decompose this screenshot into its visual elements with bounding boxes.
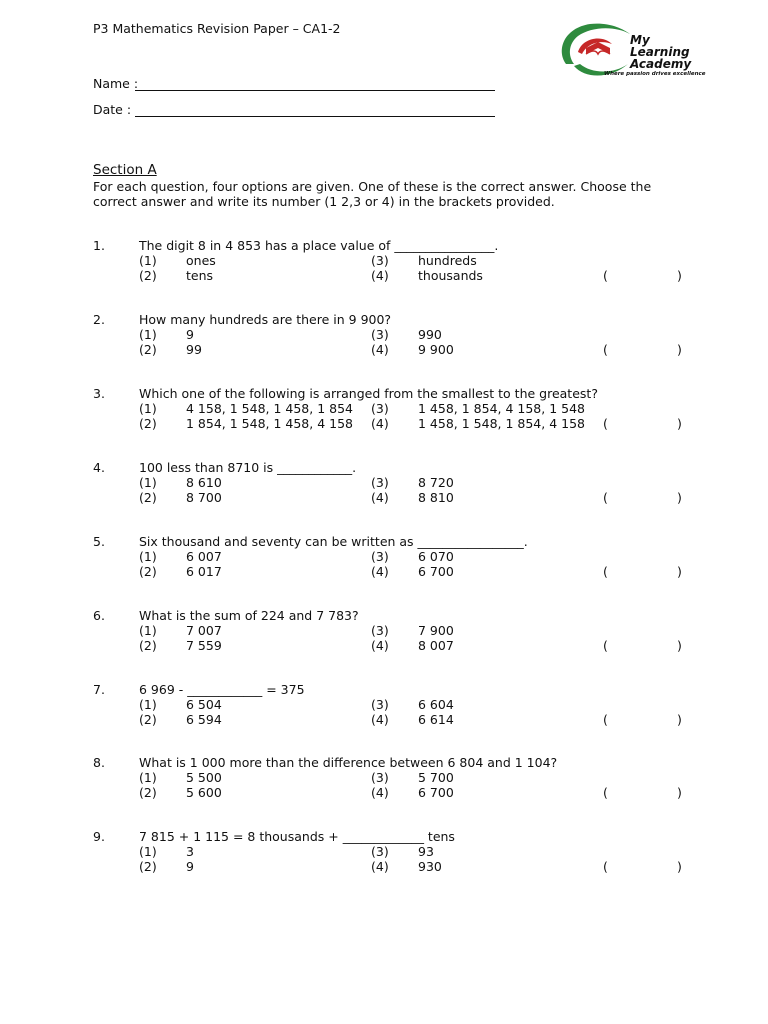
- option-1-value: 3: [186, 844, 194, 859]
- option-3-value: 1 458, 1 854, 4 158, 1 548: [418, 401, 585, 416]
- section-instructions: For each question, four options are given. One of these is the correct answer. Choose the correct answer and write its number (1 2,3 or 4) in the brackets provided.: [93, 179, 652, 209]
- option-1-label: (1): [139, 549, 157, 564]
- option-3-label: (3): [371, 475, 389, 490]
- question-number: 4.: [93, 460, 105, 475]
- question-number: 3.: [93, 386, 105, 401]
- logo-text-academy: Academy: [630, 57, 692, 71]
- option-3-label: (3): [371, 401, 389, 416]
- question-1: [0, 238, 768, 298]
- answer-bracket-open[interactable]: (: [603, 490, 608, 505]
- question-number: 7.: [93, 682, 105, 697]
- question-number: 1.: [93, 238, 105, 253]
- option-1-value: 6 504: [186, 697, 222, 712]
- option-3-label: (3): [371, 253, 389, 268]
- option-1-label: (1): [139, 401, 157, 416]
- option-4-value: 6 614: [418, 712, 454, 727]
- option-2-label: (2): [139, 785, 157, 800]
- answer-bracket-open[interactable]: (: [603, 859, 608, 874]
- option-2-value: tens: [186, 268, 214, 283]
- option-2-label: (2): [139, 490, 157, 505]
- option-3-label: (3): [371, 623, 389, 638]
- answer-bracket-close[interactable]: ): [677, 342, 682, 357]
- question-3: [0, 386, 768, 446]
- question-number: 5.: [93, 534, 105, 549]
- option-1-label: (1): [139, 475, 157, 490]
- question-5: [0, 534, 768, 594]
- answer-bracket-close[interactable]: ): [677, 564, 682, 579]
- option-3-value: 5 700: [418, 770, 454, 785]
- question-text: Six thousand and seventy can be written as _________________.: [139, 534, 528, 549]
- option-2-label: (2): [139, 416, 157, 431]
- answer-bracket-open[interactable]: (: [603, 564, 608, 579]
- section-title: Section A: [93, 162, 157, 178]
- name-underline[interactable]: [135, 90, 495, 91]
- option-1-label: (1): [139, 844, 157, 859]
- option-4-label: (4): [371, 342, 389, 357]
- question-number: 2.: [93, 312, 105, 327]
- answer-bracket-close[interactable]: ): [677, 638, 682, 653]
- option-3-value: 93: [418, 844, 434, 859]
- question-number: 6.: [93, 608, 105, 623]
- option-3-label: (3): [371, 549, 389, 564]
- question-text: The digit 8 in 4 853 has a place value of ________________.: [139, 238, 499, 253]
- question-number: 9.: [93, 829, 105, 844]
- logo-text-my: My: [630, 33, 650, 47]
- option-3-label: (3): [371, 327, 389, 342]
- option-2-value: 6 594: [186, 712, 222, 727]
- option-2-value: 6 017: [186, 564, 222, 579]
- option-2-label: (2): [139, 859, 157, 874]
- option-4-value: 8 810: [418, 490, 454, 505]
- answer-bracket-open[interactable]: (: [603, 268, 608, 283]
- question-text: Which one of the following is arranged from the smallest to the greatest?: [139, 386, 598, 401]
- question-9: [0, 829, 768, 889]
- option-4-value: 6 700: [418, 564, 454, 579]
- answer-bracket-close[interactable]: ): [677, 785, 682, 800]
- option-1-label: (1): [139, 253, 157, 268]
- answer-bracket-close[interactable]: ): [677, 416, 682, 431]
- option-2-value: 7 559: [186, 638, 222, 653]
- option-2-label: (2): [139, 712, 157, 727]
- question-text: 100 less than 8710 is ____________.: [139, 460, 357, 475]
- option-3-label: (3): [371, 697, 389, 712]
- option-2-value: 1 854, 1 548, 1 458, 4 158: [186, 416, 353, 431]
- option-3-value: 6 070: [418, 549, 454, 564]
- question-2: [0, 312, 768, 372]
- option-2-value: 8 700: [186, 490, 222, 505]
- option-2-label: (2): [139, 638, 157, 653]
- option-4-label: (4): [371, 416, 389, 431]
- option-2-label: (2): [139, 564, 157, 579]
- option-4-value: 930: [418, 859, 442, 874]
- option-1-value: 4 158, 1 548, 1 458, 1 854: [186, 401, 353, 416]
- date-field: [93, 102, 131, 117]
- option-4-label: (4): [371, 712, 389, 727]
- answer-bracket-close[interactable]: ): [677, 859, 682, 874]
- option-4-value: 6 700: [418, 785, 454, 800]
- logo-text-learning: Learning: [630, 45, 690, 59]
- option-3-value: 990: [418, 327, 442, 342]
- option-4-label: (4): [371, 785, 389, 800]
- option-4-label: (4): [371, 490, 389, 505]
- question-text: 7 815 + 1 115 = 8 thousands + _____________ tens: [139, 829, 455, 844]
- answer-bracket-open[interactable]: (: [603, 342, 608, 357]
- option-4-value: thousands: [418, 268, 483, 283]
- option-1-value: 6 007: [186, 549, 222, 564]
- option-1-value: 7 007: [186, 623, 222, 638]
- name-field: [93, 76, 138, 91]
- option-4-value: 9 900: [418, 342, 454, 357]
- option-4-label: (4): [371, 859, 389, 874]
- option-1-label: (1): [139, 697, 157, 712]
- answer-bracket-open[interactable]: (: [603, 712, 608, 727]
- option-3-value: 7 900: [418, 623, 454, 638]
- question-text: What is the sum of 224 and 7 783?: [139, 608, 359, 623]
- answer-bracket-open[interactable]: (: [603, 638, 608, 653]
- option-2-value: 5 600: [186, 785, 222, 800]
- question-text: How many hundreds are there in 9 900?: [139, 312, 392, 327]
- option-1-label: (1): [139, 623, 157, 638]
- option-1-value: 8 610: [186, 475, 222, 490]
- option-3-value: 6 604: [418, 697, 454, 712]
- option-4-label: (4): [371, 564, 389, 579]
- option-3-value: 8 720: [418, 475, 454, 490]
- answer-bracket-open[interactable]: (: [603, 785, 608, 800]
- answer-bracket-close[interactable]: ): [677, 490, 682, 505]
- option-2-value: 9: [186, 859, 194, 874]
- answer-bracket-close[interactable]: ): [677, 268, 682, 283]
- option-3-label: (3): [371, 844, 389, 859]
- question-number: 8.: [93, 755, 105, 770]
- question-7: [0, 682, 768, 742]
- option-2-value: 99: [186, 342, 202, 357]
- option-1-value: ones: [186, 253, 216, 268]
- option-1-value: 5 500: [186, 770, 222, 785]
- question-text: 6 969 - ____________ = 375: [139, 682, 305, 697]
- option-2-label: (2): [139, 268, 157, 283]
- date-label: Date :: [93, 102, 132, 117]
- paper-title: P3 Mathematics Revision Paper – CA1-2: [93, 21, 341, 36]
- logo-tagline: Where passion drives excellence: [604, 71, 706, 77]
- date-underline[interactable]: [135, 116, 495, 117]
- answer-bracket-open[interactable]: (: [603, 416, 608, 431]
- question-6: [0, 608, 768, 668]
- option-1-label: (1): [139, 327, 157, 342]
- option-4-label: (4): [371, 268, 389, 283]
- option-3-value: hundreds: [418, 253, 477, 268]
- option-4-label: (4): [371, 638, 389, 653]
- option-3-label: (3): [371, 770, 389, 785]
- question-4: [0, 460, 768, 520]
- option-2-label: (2): [139, 342, 157, 357]
- option-4-value: 8 007: [418, 638, 454, 653]
- option-1-label: (1): [139, 770, 157, 785]
- answer-bracket-close[interactable]: ): [677, 712, 682, 727]
- option-1-value: 9: [186, 327, 194, 342]
- option-4-value: 1 458, 1 548, 1 854, 4 158: [418, 416, 585, 431]
- question-8: [0, 755, 768, 815]
- name-label: Name :: [93, 76, 139, 91]
- question-text: What is 1 000 more than the difference between 6 804 and 1 104?: [139, 755, 558, 770]
